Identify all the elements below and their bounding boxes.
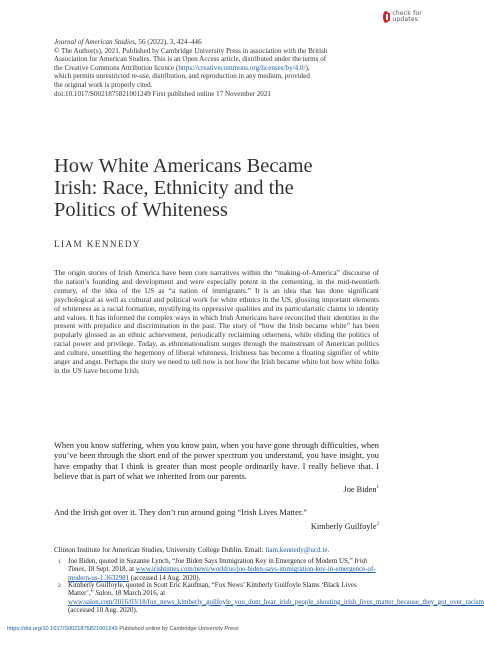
- journal-citation-line: [54, 38, 379, 47]
- doi-footer-link[interactable]: https://doi.org/10.1017/S0021875821001249: [7, 626, 118, 632]
- title-line: Irish: Race, Ethnicity and the: [54, 177, 294, 199]
- title-line: How White Americans Became: [54, 155, 313, 177]
- copyright-line-3: the Creative Commons Attribution licence (https://creativecommons.org/licenses/by/4.0/),: [54, 63, 310, 72]
- abstract: The origin stories of Irish America have been core narratives within the “making-of-America” discourse of the nation’s founding and development and were especially potent in the cementing, in the mid-twentieth century, of the idea of the US as “a nation of immigrants.” It is an idea that has done significant psychological as well as cultural and political work for white ethnics in the US, glossing important elements of whiteness as a racial formation, mystifying its oppressive qualities and its particularistic claims to identity and values. It has informed the complex ways in which Irish Americans have reconciled their identities in the present with prejudice and discrimination in the past. The story of “how the Irish became white” has been popularly glossed as an ethnic achievement, periodically reclaiming otherness, while eliding the politics of racial power and privilege. Today, as ethnonationalism surges through the mainstream of American politics and culture, unsettling the hegemony of liberal whiteness, Irishness has become a floating signifier of white anger and angst. Perhaps the story we need to tell now is not how the Irish became white but how white folks in the US have become Irish.: [54, 268, 379, 375]
- footnote-1: 1 Joe Biden, quoted in Suzanne Lynch, “Joe Biden Says Immigration Key in Emergence of Modern US,” Irish Times, 18 Sept. 2018, at www.irishtimes.com/news/world/us/joe-biden-says-immigration-key-in-emergence-of-modern-us-1.3632981 (accessed 14 Aug. 2020).: [58, 558, 376, 582]
- doi-line: doi:10.1017/S0021875821001249 First published online 17 November 2021: [54, 89, 271, 98]
- footnote-2: 2 Kimberly Guilfoyle, quoted in Scott Eric Kaufman, “Fox News’ Kimberly Guilfoyle Slams ‘Black Lives Matter’,” Salon, 18 March 2016, at www.salon.com/2016/03/18/fox_news_kimberly_guilfoyle_you_dont_hear_irish_people_shouting_irish_lives_matter_because_they_got_over_racism (accessed 10 Aug. 2020).: [58, 582, 484, 615]
- epigraph-attribution-1: Joe Biden$^1$: [343, 485, 379, 494]
- article-title: [54, 155, 384, 221]
- footnote-number: 2: [58, 583, 61, 589]
- footnote-link[interactable]: www.irishtimes.com/news/world/us/joe-biden-says-immigration-key-in-emergence-of-modern-us-1.3632981: [68, 566, 376, 582]
- copyright-line-4: which permits unrestricted re-use, distribution, and reproduction in any medium, provided: [54, 72, 310, 81]
- author-name: LIAM KENNEDY: [54, 239, 141, 249]
- epigraph-attribution-2: Kimberly Guilfoyle$^2$: [310, 522, 379, 531]
- check-for-updates-badge[interactable]: [383, 9, 423, 25]
- footnote-ref-2[interactable]: 2: [376, 522, 379, 528]
- copyright-line-1: © The Author(s), 2021. Published by Cambridge University Press in association with the British: [54, 46, 328, 55]
- article-metadata: [54, 38, 379, 98]
- epigraph-quote-1: When you know suffering, when you know pain, when you have gone through difficulties, when you’ve been through the short end of the power spectrum you understand, you have insight, you have empathy that I think is greater than most people ordinarily have. I really believe that. I believe that is part of what we inherited from our parents.: [54, 441, 379, 481]
- epigraph-quote-2: And the Irish got over it. They don’t run around going “Irish Lives Matter.”: [54, 508, 307, 517]
- page-footer: https://doi.org/10.1017/S0021875821001249 Published online by Cambridge University Press: [7, 626, 239, 632]
- title-line: Politics of Whiteness: [54, 199, 228, 221]
- check-for-updates-text: check for updates: [392, 10, 422, 23]
- footnote-number: 1: [58, 559, 61, 565]
- copyright-line-5: the original work is properly cited.: [54, 80, 153, 89]
- journal-name: Journal of American Studies: [54, 38, 135, 46]
- journal-volume: , 56 (2022), 3, 424–446: [134, 38, 202, 46]
- footnote-link[interactable]: www.salon.com/2016/03/18/fox_news_kimberly_guilfoyle_you_dont_hear_irish_people_shouting_irish_lives_matter_because_they_got_over_racism: [68, 598, 484, 606]
- author-email-link[interactable]: liam.kennedy@ucd.ie.: [265, 546, 330, 554]
- license-link[interactable]: https://creativecommons.org/licenses/by/4.0/: [178, 63, 306, 72]
- crossmark-icon: [383, 11, 389, 23]
- copyright-line-2: Association for American Studies. This is an Open Access article, distributed under the terms of: [54, 55, 327, 64]
- author-affiliation: Clinton Institute for American Studies, University College Dublin. Email: liam.kennedy@ucd.ie.: [54, 546, 330, 554]
- footnote-ref-1[interactable]: 1: [376, 485, 379, 491]
